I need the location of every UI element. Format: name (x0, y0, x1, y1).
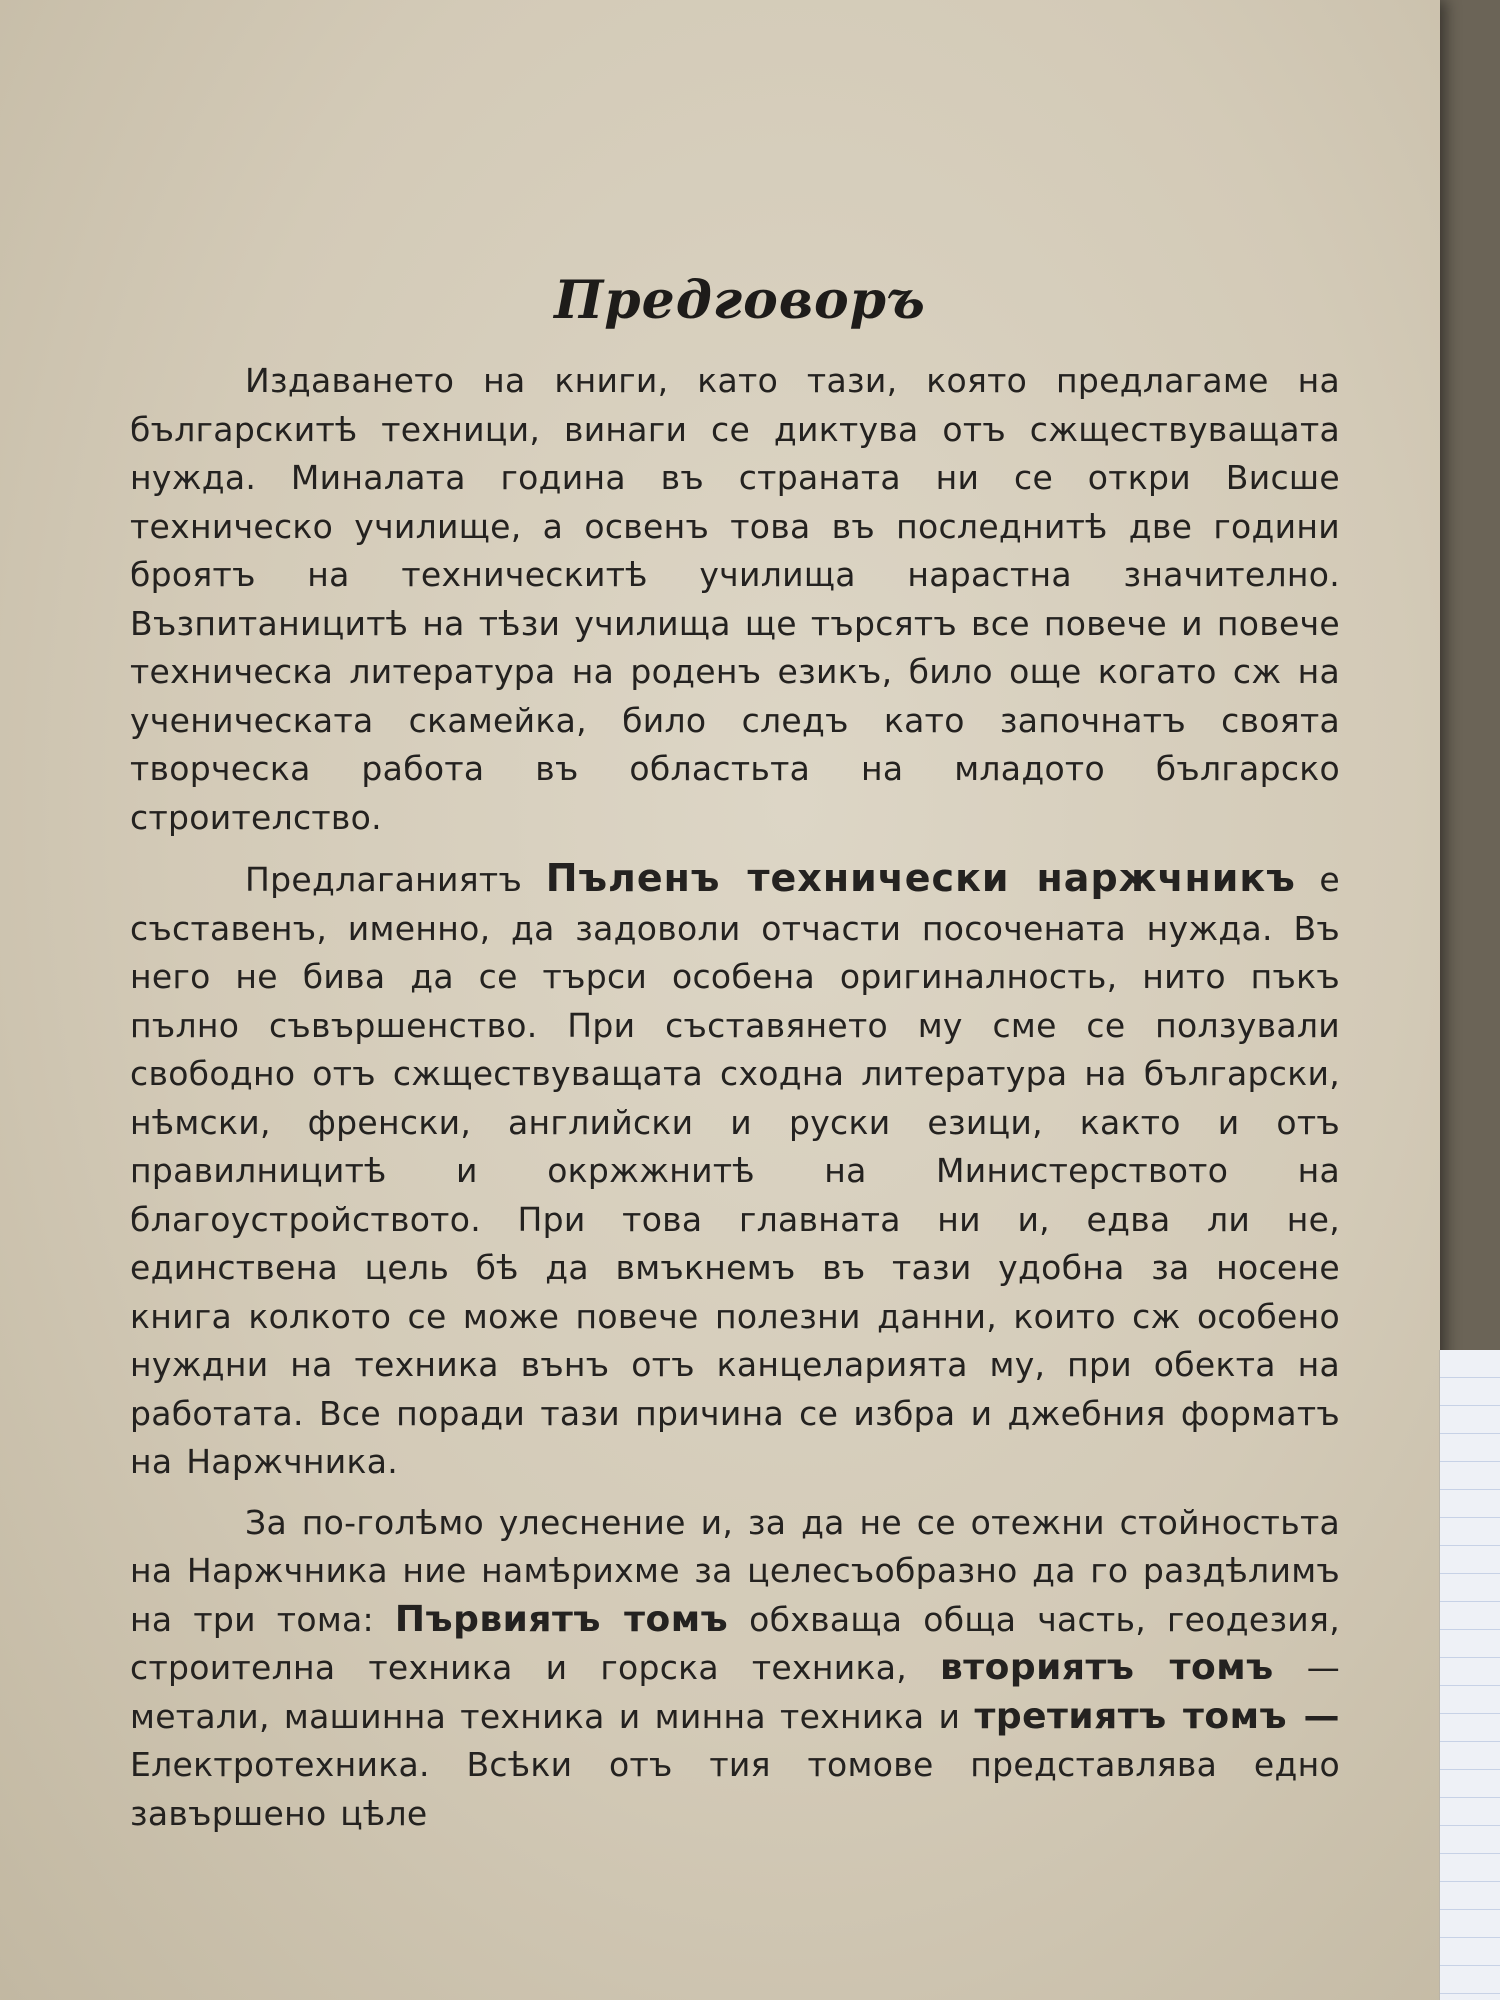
paragraph-2-rest: е съставенъ, именно, да задоволи отчасти посочената нужда. Въ него не бива да се търси особена оригиналность, нито пъкъ пълно съвършенство. При съставянето му сме се ползували свободно отъ сжществуващата сходна литература на български, нѣмски, френски, английски и руски езици, както и отъ правилницитѣ и окржжнитѣ на Министерството на благоустройството. При това главната ни и, едва ли не, единствена цель бѣ да вмъкнемъ въ тази удобна за носене книга колкото се може повече полезни данни, които сж особено нуждни на техника вънъ отъ канцеларията му, при обекта на работата. Все поради тази причина се избра и джебния форматъ на Наржчника. (130, 860, 1340, 1481)
volume-3-text: Електротехника. Всѣки отъ тия томове представлява едно завършено цѣле (130, 1745, 1340, 1833)
page-title: Предговоръ (554, 270, 926, 331)
paragraph-1 (130, 357, 1340, 842)
volume-2-label: вториятъ томъ (940, 1647, 1274, 1688)
notebook-paper-edge (1439, 1350, 1500, 2000)
paragraph-3-intro: За по-голѣмо улеснение и, за да не се отежни стойностьта на Наржчника ние намѣрихме за целесъобразно да го раздѣлимъ на три тома: (130, 1502, 1340, 1639)
paragraph-1-text: Издаването на книги, като тази, която предлагаме на българскитѣ техници, винаги се диктува отъ сжществуващата нужда. Миналата година въ страната ни се откри Висше техническо училище, а освенъ това въ последнитѣ две години броятъ на техническитѣ училища нарастна значително. Възпитаницитѣ на тѣзи училища ще търсятъ все повече и повече техническа литература на роденъ езикъ, било още когато сж на ученическата скамейка, било следъ като започнатъ своята творческа работа въ областьта на младото българско строителство. (130, 361, 1340, 837)
page-content (130, 270, 1340, 1850)
paragraph-2 (130, 854, 1340, 1487)
handbook-title-bold: Пъленъ технически наржчникъ (545, 856, 1296, 900)
volume-1-label: Първиятъ томъ (394, 1598, 729, 1640)
volume-3-label: третиятъ томъ — (974, 1695, 1340, 1737)
volume-1-text: обхваща обща часть, геодезия, строителна техника и горска техника, (130, 1599, 1340, 1687)
paragraph-2-intro: Предлаганиятъ (245, 860, 523, 899)
paragraph-3 (130, 1499, 1340, 1839)
volume-2-text: — метали, машинна техника и минна техника и (130, 1648, 1341, 1736)
